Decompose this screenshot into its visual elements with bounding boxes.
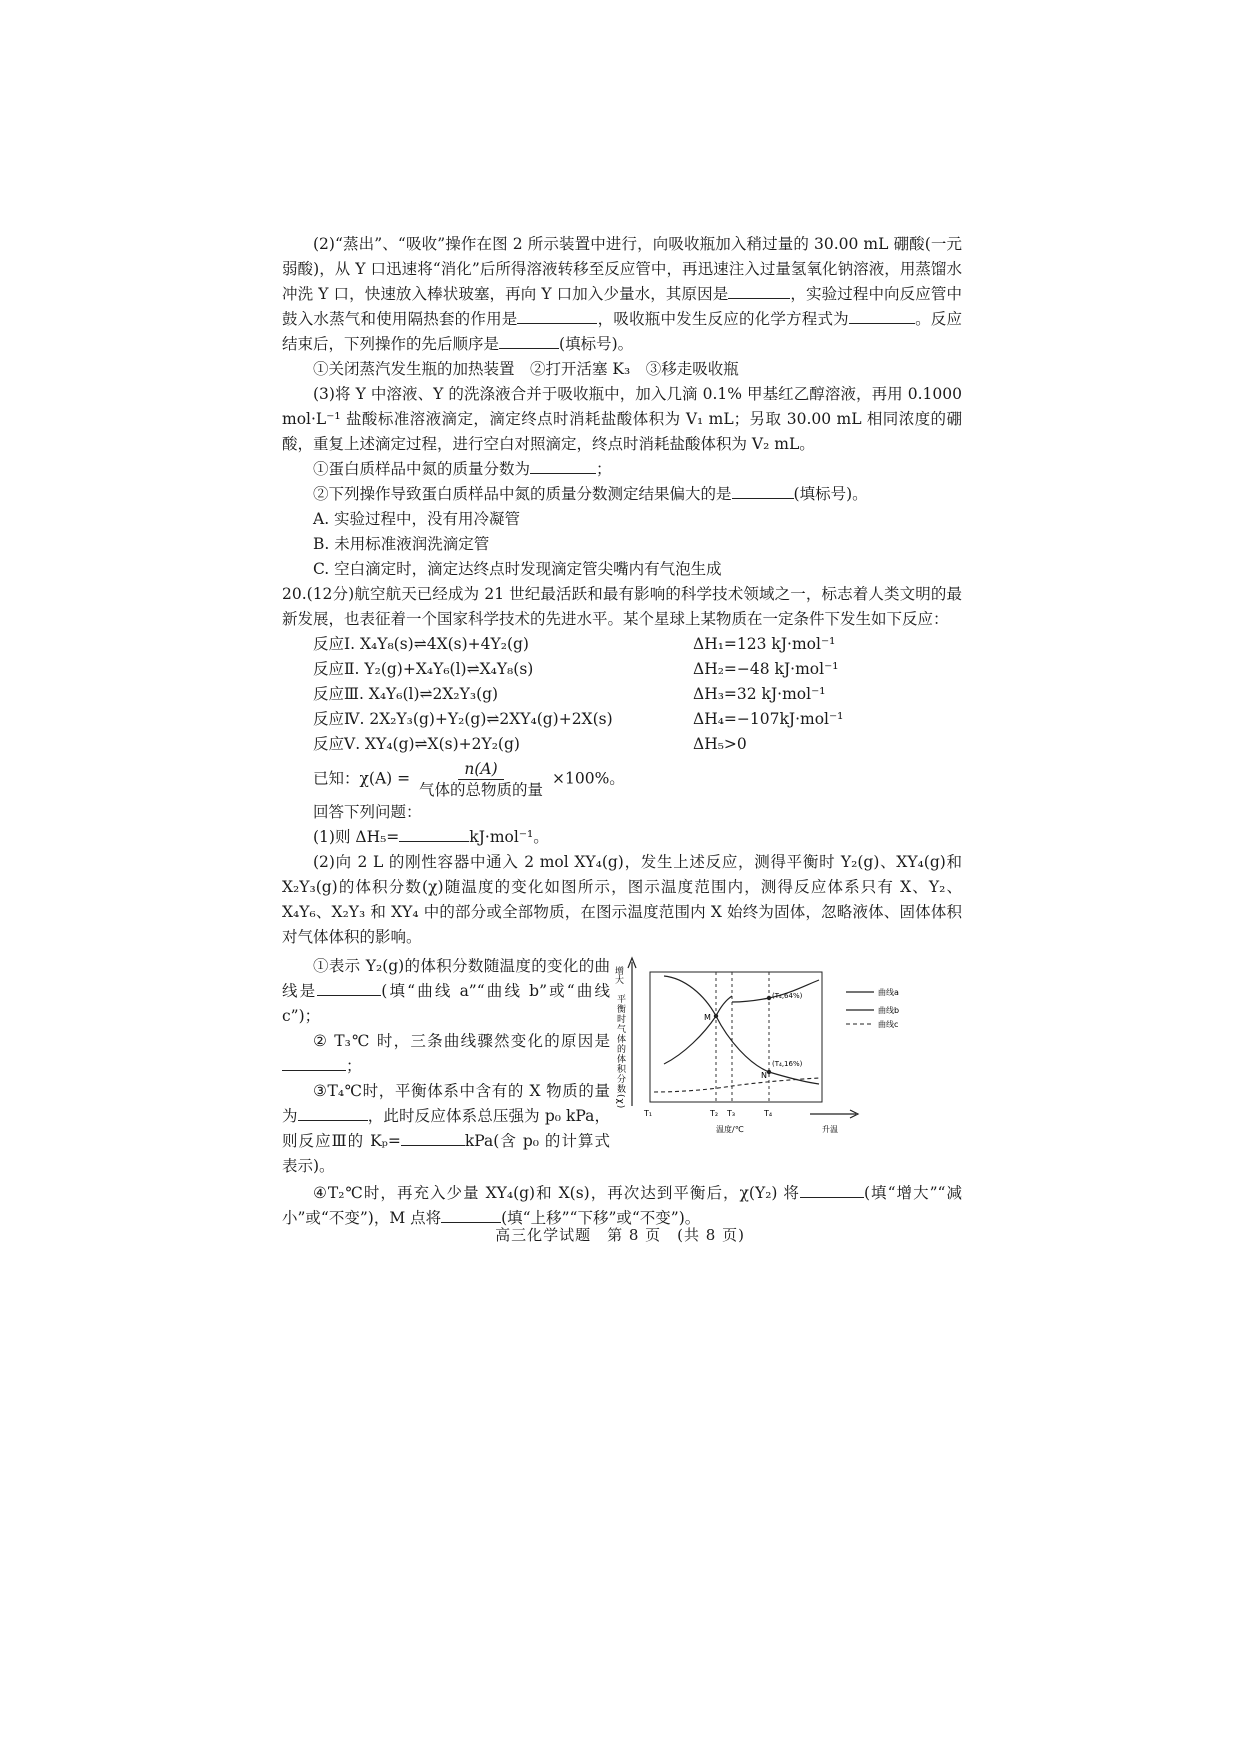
q19-option-b: B. 未用标准液润洗滴定管 [313, 535, 490, 553]
answer-blank[interactable] [298, 1104, 368, 1121]
y-top-label: 增大 [613, 966, 624, 984]
legend-label-a: 曲线a [878, 988, 899, 997]
subquestion-1 [282, 954, 610, 1029]
x-tick-t2: T₂ [710, 1109, 719, 1118]
q20-part1-text-b: kJ·mol⁻¹。 [469, 828, 549, 846]
subquestion-2-text-a: ② T₃℃ 时，三条曲线骤然变化的原因是 [313, 1032, 611, 1050]
point-t4-64 [767, 996, 771, 1000]
q19-sub1 [282, 457, 962, 482]
q19-option-a: A. 实验过程中，没有用冷凝管 [313, 510, 521, 528]
subquestion-column [282, 954, 610, 1179]
q19-sub2-text: ②下列操作导致蛋白质样品中氮的质量分数测定结果偏大的是 [313, 485, 732, 503]
point-t4-16-label: (T₄,16%) [772, 1060, 803, 1068]
q19-sub2-end: (填标号)。 [793, 485, 868, 503]
q20-part2-subquestions [282, 954, 962, 1179]
point-m [714, 1014, 718, 1018]
q19-part2 [282, 232, 962, 357]
subquestion-1-text-a: ①表示 Y₂(g)的体积分数随温度的变化的曲线是 [282, 957, 611, 1000]
definition-suffix: ×100%。 [552, 769, 625, 788]
curve-c [654, 1078, 819, 1092]
q19-ops: ①关闭蒸汽发生瓶的加热装置 ②打开活塞 K₃ ③移走吸收瓶 [313, 360, 739, 378]
subquestion-2-text-b: ； [346, 1057, 362, 1075]
definition-fraction [419, 759, 543, 800]
reaction-equation: 反应Ⅱ. Y₂(g)+X₄Y₆(l)⇌X₄Y₈(s) [313, 660, 534, 678]
reaction-enthalpy: ΔH₁=123 kJ·mol⁻¹ [693, 635, 836, 653]
q19-sub1-text: ①蛋白质样品中氮的质量分数为 [313, 460, 531, 478]
q20-part1 [282, 825, 962, 850]
reaction-row [282, 632, 962, 657]
point-m-label: M [704, 1013, 711, 1022]
definition-prefix: 已知：χ(A) = [313, 769, 411, 788]
reaction-row [282, 657, 962, 682]
mole-fraction-definition [282, 759, 962, 800]
answer-blank[interactable] [401, 1129, 465, 1146]
x-axis-label: 温度/℃ [716, 1125, 744, 1134]
reaction-enthalpy: ΔH₃=32 kJ·mol⁻¹ [693, 685, 826, 703]
q20-part2: (2)向 2 L 的刚性容器中通入 2 mol XY₄(g)，发生上述反应，测得平衡时 Y₂(g)、XY₄(g)和 X₂Y₃(g)的体积分数(χ)随温度的变化如图所示，图示温度范围内，测得反应体系只有 X、Y₂、X₄Y₆、X₂Y₃ 和 XY₄ 中的部分或全部物质，在图示温度范围内 X 始终为固体，忽略液体、固体体积对气体体积的影响。 [282, 853, 962, 946]
answer-blank[interactable] [728, 282, 790, 299]
subquestion-4-text-c: (填“上移”“下移”或“不变”)。 [501, 1209, 701, 1227]
answer-blank[interactable] [317, 979, 381, 996]
reaction-equation: 反应Ⅳ. 2X₂Y₃(g)+Y₂(g)⇌2XY₄(g)+2X(s) [313, 710, 613, 728]
volume-fraction-chart [613, 954, 962, 1179]
q20-part1-text-a: (1)则 ΔH₅= [313, 828, 400, 846]
reaction-row [282, 682, 962, 707]
subquestion-4-text-b: (填“增大”“减小”或“不变”)，M 点将 [282, 1184, 962, 1227]
legend-label-c: 曲线c [878, 1020, 899, 1029]
reaction-enthalpy: ΔH₅>0 [693, 735, 747, 753]
exam-page-body [282, 232, 962, 1231]
x-tick-t3: T₃ [727, 1109, 736, 1118]
subquestion-3 [282, 1079, 610, 1179]
x-tick-t4: T₄ [764, 1109, 773, 1118]
point-n-label: N [761, 1071, 768, 1080]
reaction-row [282, 707, 962, 732]
subquestion-2 [282, 1029, 610, 1079]
point-t4-64-label: (T₄,64%) [772, 992, 803, 1000]
answer-blank[interactable] [849, 307, 915, 324]
fraction-numerator: n(A) [458, 759, 503, 780]
q19-sub2 [282, 482, 962, 507]
q19-part2-text-b: ，实验过程中向反应管中鼓入水蒸气和使用隔热套的作用是 [282, 285, 962, 328]
reaction-enthalpy: ΔH₂=−48 kJ·mol⁻¹ [693, 660, 839, 678]
chart-svg [613, 954, 954, 1144]
answer-blank[interactable] [732, 482, 794, 499]
reaction-equation: 反应Ⅰ. X₄Y₈(s)⇌4X(s)+4Y₂(g) [313, 635, 529, 653]
answer-blank[interactable] [441, 1206, 501, 1223]
answer-intro: 回答下列问题： [313, 803, 422, 821]
curve-b [664, 996, 732, 1064]
subquestion-1-text-b: (填“曲线 a”“曲线 b”或“曲线 c”)； [282, 982, 611, 1025]
q19-option-c: C. 空白滴定时，滴定达终点时发现滴定管尖嘴内有气泡生成 [313, 560, 722, 578]
subquestion-3-text-b: ，此时反应体系总压强为 p₀ kPa，则反应Ⅲ的 Kₚ= [282, 1107, 611, 1150]
q19-part3: (3)将 Y 中溶液、Y 的洗涤液合并于吸收瓶中，加入几滴 0.1% 甲基红乙醇溶液，再用 0.1000 mol·L⁻¹ 盐酸标准溶液滴定，滴定终点时消耗盐酸体积为 V₁ mL；另取 30.00 mL 相同浓度的硼酸，重复上述滴定过程，进行空白对照滴定，终点时消耗盐酸体积为 V₂ mL。 [282, 385, 962, 453]
q19-sub1-end: ； [596, 460, 612, 478]
answer-blank[interactable] [499, 332, 559, 349]
q20-intro: 20.(12分)航空航天已经成为 21 世纪最活跃和最有影响的科学技术领域之一，标志着人类文明的最新发展，也表征着一个国家科学技术的先进水平。某个星球上某物质在一定条件下发生如下反应： [282, 585, 962, 628]
answer-blank[interactable] [530, 457, 596, 474]
point-n [767, 1070, 771, 1074]
fraction-denominator: 气体的总物质的量 [419, 781, 544, 799]
x-tick-t1: T₁ [644, 1109, 653, 1118]
answer-blank[interactable] [800, 1181, 864, 1198]
q19-part2-text-a: (2)“蒸出”、“吸收”操作在图 2 所示装置中进行，向吸收瓶加入稍过量的 30.00 mL 硼酸(一元弱酸)，从 Y 口迅速将“消化”后所得溶液转移至反应管中，再迅速注入过量氢氧化钠溶液，用蒸馏水冲洗 Y 口，快速放入棒状玻塞，再向 Y 口加入少量水，其原因是 [282, 235, 962, 303]
q19-part2-text-e: (填标号)。 [559, 335, 634, 353]
answer-blank[interactable] [282, 1054, 346, 1071]
reaction-equation: 反应Ⅲ. X₄Y₆(l)⇌2X₂Y₃(g) [313, 685, 499, 703]
legend-label-b: 曲线b [878, 1006, 900, 1015]
reaction-equation: 反应Ⅴ. XY₄(g)⇌X(s)+2Y₂(g) [313, 735, 520, 753]
page-footer: 高三化学试题 第 8 页 (共 8 页) [495, 1226, 745, 1244]
y-axis-label: 平衡时气体的体积分数(χ) [615, 994, 626, 1110]
subquestion-4-text-a: ④T₂℃时，再充入少量 XY₄(g)和 X(s)，再次达到平衡后，χ(Y₂) 将 [313, 1184, 800, 1202]
reaction-row [282, 732, 962, 757]
reaction-enthalpy: ΔH₄=−107kJ·mol⁻¹ [693, 710, 844, 728]
answer-blank[interactable] [517, 307, 597, 324]
q19-part2-text-c: ，吸收瓶中发生反应的化学方程式为 [597, 310, 849, 328]
x-arrow-label: 升温 [822, 1125, 839, 1134]
reaction-list [282, 632, 962, 757]
subquestion-3-text-a: ③T₄℃时，平衡体系中含有的 X 物质的量为 [282, 1082, 611, 1125]
subquestion-3-text-c: kPa(含 p₀ 的计算式表示)。 [282, 1132, 611, 1175]
answer-blank[interactable] [399, 825, 469, 842]
q19-part2-text-d: 。反应结束后，下列操作的先后顺序是 [282, 310, 962, 353]
